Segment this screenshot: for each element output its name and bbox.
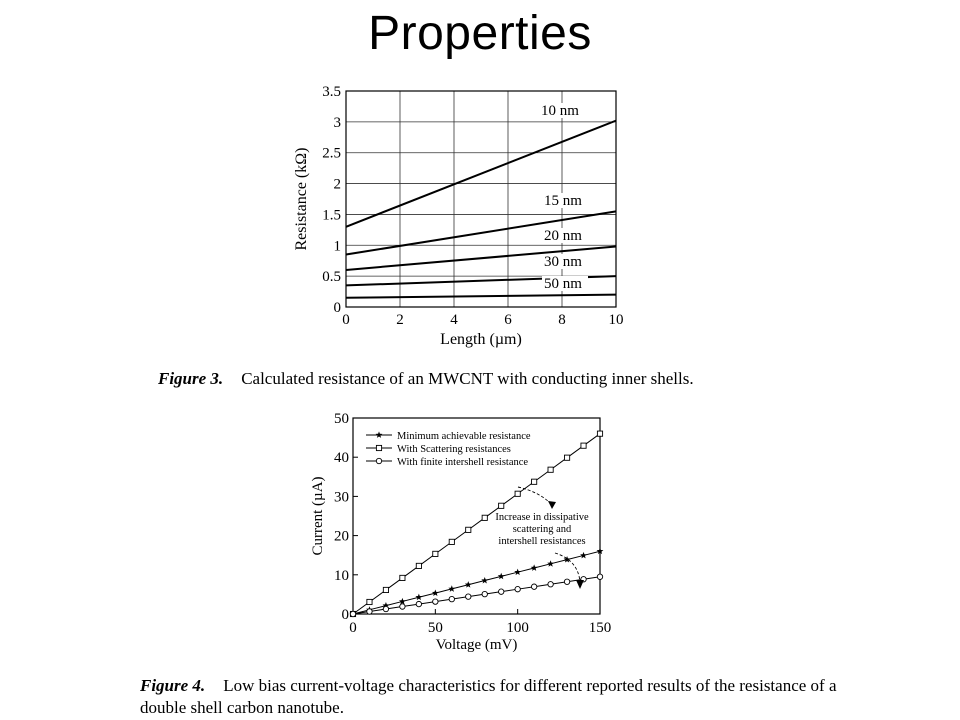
fig4-data-point — [416, 601, 421, 606]
fig3-series-label: 50 nm — [544, 276, 582, 292]
fig4-data-point — [367, 609, 372, 614]
fig4-data-point — [400, 575, 405, 580]
fig4-legend-marker — [376, 431, 383, 438]
fig4-data-point — [531, 584, 536, 589]
figure3-resistance-chart — [293, 84, 624, 348]
fig4-data-point — [383, 587, 388, 592]
fig3-y-tick-label: 1.5 — [322, 207, 341, 224]
figure3-caption-text: Calculated resistance of an MWCNT with conducting inner shells. — [241, 369, 694, 388]
fig4-y-tick-label: 40 — [334, 450, 349, 467]
figure4-caption — [140, 675, 840, 719]
fig3-y-tick-label: 3 — [333, 114, 341, 131]
fig4-data-point — [515, 586, 520, 591]
slide-title: Properties — [368, 7, 592, 60]
figure3-caption-label: Figure 3. — [158, 369, 224, 388]
fig4-data-point — [548, 582, 553, 587]
fig3-series-line — [346, 121, 616, 227]
fig3-y-tick-label: 2.5 — [322, 145, 341, 162]
fig4-data-point — [482, 591, 487, 596]
fig4-data-point — [498, 573, 505, 580]
fig4-data-point — [499, 589, 504, 594]
fig4-data-point — [564, 579, 569, 584]
fig4-y-tick-label: 50 — [334, 411, 349, 427]
fig4-x-tick-label: 150 — [588, 620, 612, 636]
fig4-annotation-arrowhead — [576, 580, 584, 589]
fig3-x-axis-label: Length (µm) — [440, 331, 522, 348]
fig3-x-tick-label: 0 — [342, 312, 350, 328]
fig4-legend-label: Minimum achievable resistance — [397, 431, 531, 442]
fig4-y-tick-label: 30 — [334, 489, 349, 506]
fig4-data-point — [367, 599, 372, 604]
fig4-data-point — [350, 611, 355, 616]
fig4-data-point — [399, 598, 406, 605]
fig4-data-point — [481, 577, 488, 584]
figure4-caption-text: Low bias current-voltage characteristics for different reported results of the resistance of a double shell carbon nanotube. — [140, 676, 837, 717]
fig4-data-point — [432, 589, 439, 596]
fig4-data-point — [383, 606, 388, 611]
fig4-data-point — [465, 581, 472, 588]
fig4-x-tick-label: 50 — [427, 620, 443, 636]
fig4-legend-label: With finite intershell resistance — [397, 457, 529, 468]
fig4-data-point — [482, 515, 487, 520]
fig3-y-tick-label: 3.5 — [322, 84, 341, 100]
fig4-legend — [366, 431, 531, 468]
fig4-annotation-arrowhead — [548, 501, 556, 509]
fig4-x-axis-label: Voltage (mV) — [435, 637, 518, 653]
fig3-x-tick-label: 4 — [450, 312, 458, 328]
fig4-data-point — [531, 564, 538, 571]
fig4-y-tick-label: 20 — [334, 528, 349, 545]
fig4-data-point — [548, 467, 553, 472]
fig3-y-tick-label: 0.5 — [322, 269, 341, 286]
fig4-data-point — [466, 527, 471, 532]
fig3-y-axis-label: Resistance (kΩ) — [293, 147, 310, 251]
fig4-x-tick-label: 100 — [506, 620, 529, 636]
fig3-x-tick-label: 6 — [504, 312, 512, 328]
fig4-data-point — [597, 431, 602, 436]
fig4-x-tick-label: 0 — [349, 620, 357, 636]
fig3-series-label: 30 nm — [544, 254, 582, 270]
fig4-y-tick-label: 10 — [334, 567, 349, 584]
figure4-iv-chart — [310, 411, 611, 653]
fig3-series-label: 15 nm — [544, 193, 582, 209]
fig4-data-point — [515, 491, 520, 496]
fig4-legend-marker — [376, 445, 381, 450]
fig3-y-tick-label: 2 — [333, 176, 341, 193]
fig4-annotation-text: Increase in dissipative — [495, 512, 589, 523]
fig4-data-point — [433, 599, 438, 604]
figure3-caption — [158, 368, 694, 390]
fig4-legend-label: With Scattering resistances — [397, 444, 511, 455]
fig3-series-label: 20 nm — [544, 228, 582, 244]
fig4-data-point — [547, 560, 554, 567]
fig4-data-point — [514, 569, 521, 576]
fig4-data-point — [564, 455, 569, 460]
fig4-data-point — [580, 552, 587, 559]
fig4-annotation-text: scattering and — [512, 524, 572, 535]
fig4-data-point — [449, 539, 454, 544]
figure4-caption-label: Figure 4. — [140, 676, 206, 695]
fig4-data-point — [449, 596, 454, 601]
fig4-legend-marker — [376, 458, 381, 463]
fig4-y-axis-label: Current (µA) — [310, 476, 326, 556]
fig4-data-point — [448, 585, 455, 592]
fig3-x-tick-label: 2 — [396, 312, 404, 328]
fig4-data-point — [581, 443, 586, 448]
fig4-data-point — [433, 551, 438, 556]
fig4-annotation-text: intershell resistances — [498, 536, 586, 547]
fig4-data-point — [597, 574, 602, 579]
fig4-data-point — [415, 594, 422, 601]
fig3-x-tick-label: 10 — [608, 312, 624, 328]
fig4-data-point — [400, 604, 405, 609]
fig3-x-tick-label: 8 — [558, 312, 566, 328]
fig4-data-point — [466, 594, 471, 599]
fig3-series-label: 10 nm — [541, 103, 579, 119]
fig4-y-tick-label: 0 — [341, 607, 349, 623]
fig3-y-tick-label: 0 — [333, 300, 341, 316]
fig4-data-point — [416, 563, 421, 568]
fig4-data-point — [499, 503, 504, 508]
fig4-data-point — [532, 479, 537, 484]
fig3-y-tick-label: 1 — [333, 238, 341, 255]
fig3-series-line — [346, 295, 616, 298]
